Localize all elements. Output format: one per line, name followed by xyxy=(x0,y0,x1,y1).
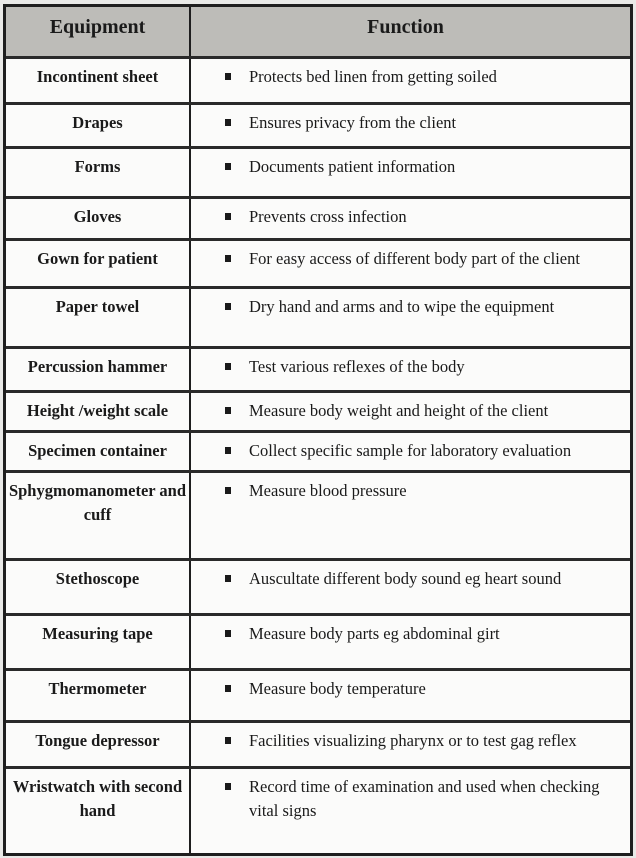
equipment-function-table xyxy=(3,4,633,856)
bullet-icon xyxy=(225,783,231,790)
equipment-cell: Height /weight scale xyxy=(6,393,191,430)
function-text: Test various reflexes of the body xyxy=(249,357,465,376)
function-text: Measure body parts eg abdominal girt xyxy=(249,624,500,643)
equipment-cell: Measuring tape xyxy=(6,616,191,668)
table-row xyxy=(6,105,630,149)
bullet-icon xyxy=(225,73,231,80)
table-row xyxy=(6,393,630,433)
table-header-row xyxy=(6,7,630,59)
bullet-icon xyxy=(225,363,231,370)
bullet-icon xyxy=(225,575,231,582)
bullet-icon xyxy=(225,685,231,692)
function-cell xyxy=(191,241,630,286)
function-cell xyxy=(191,105,630,146)
function-text: Ensures privacy from the client xyxy=(249,113,457,132)
bullet-icon xyxy=(225,487,231,494)
bullet-icon xyxy=(225,407,231,414)
bullet-icon xyxy=(225,447,231,454)
bullet-icon xyxy=(225,303,231,310)
function-cell xyxy=(191,59,630,102)
function-text: Documents patient information xyxy=(249,157,456,176)
function-cell xyxy=(191,561,630,613)
equipment-cell: Incontinent sheet xyxy=(6,59,191,102)
function-cell xyxy=(191,723,630,766)
bullet-icon xyxy=(225,255,231,262)
table-row xyxy=(6,769,630,853)
function-text: Prevents cross infection xyxy=(249,207,407,226)
equipment-cell: Gloves xyxy=(6,199,191,238)
function-cell xyxy=(191,769,630,853)
function-text: Measure body weight and height of the client xyxy=(249,401,549,420)
table-row xyxy=(6,616,630,671)
table-row xyxy=(6,149,630,199)
table-row xyxy=(6,671,630,723)
function-text: Measure blood pressure xyxy=(249,481,407,500)
function-text: Protects bed linen from getting soiled xyxy=(249,67,497,86)
header-equipment: Equipment xyxy=(6,7,191,56)
equipment-cell: Thermometer xyxy=(6,671,191,720)
table-row xyxy=(6,241,630,289)
function-text: Record time of examination and used when checking vital signs xyxy=(249,777,600,820)
table-row xyxy=(6,199,630,241)
function-text: Facilities visualizing pharynx or to test gag reflex xyxy=(249,731,577,750)
equipment-cell: Sphygmomanometer and cuff xyxy=(6,473,191,558)
function-cell xyxy=(191,433,630,470)
table-row xyxy=(6,473,630,561)
equipment-cell: Wristwatch with second hand xyxy=(6,769,191,853)
function-text: For easy access of different body part of the client xyxy=(249,249,580,268)
equipment-cell: Stethoscope xyxy=(6,561,191,613)
equipment-cell: Percussion hammer xyxy=(6,349,191,390)
table-row xyxy=(6,433,630,473)
bullet-icon xyxy=(225,213,231,220)
function-cell xyxy=(191,393,630,430)
function-text: Auscultate different body sound eg heart sound xyxy=(249,569,562,588)
equipment-cell: Drapes xyxy=(6,105,191,146)
bullet-icon xyxy=(225,737,231,744)
function-cell xyxy=(191,473,630,558)
bullet-icon xyxy=(225,163,231,170)
equipment-cell: Tongue depressor xyxy=(6,723,191,766)
function-cell xyxy=(191,671,630,720)
table-row xyxy=(6,723,630,769)
table-row xyxy=(6,289,630,349)
table-row xyxy=(6,59,630,105)
bullet-icon xyxy=(225,630,231,637)
table-row xyxy=(6,561,630,616)
function-cell xyxy=(191,349,630,390)
function-cell xyxy=(191,289,630,346)
header-function: Function xyxy=(367,16,444,38)
bullet-icon xyxy=(225,119,231,126)
equipment-cell: Paper towel xyxy=(6,289,191,346)
function-text: Measure body temperature xyxy=(249,679,426,698)
equipment-cell: Gown for patient xyxy=(6,241,191,286)
function-text: Collect specific sample for laboratory evaluation xyxy=(249,441,572,460)
function-cell xyxy=(191,199,630,238)
equipment-cell: Forms xyxy=(6,149,191,196)
function-cell xyxy=(191,149,630,196)
function-cell xyxy=(191,616,630,668)
function-text: Dry hand and arms and to wipe the equipment xyxy=(249,297,555,316)
table-row xyxy=(6,349,630,393)
equipment-cell: Specimen container xyxy=(6,433,191,470)
